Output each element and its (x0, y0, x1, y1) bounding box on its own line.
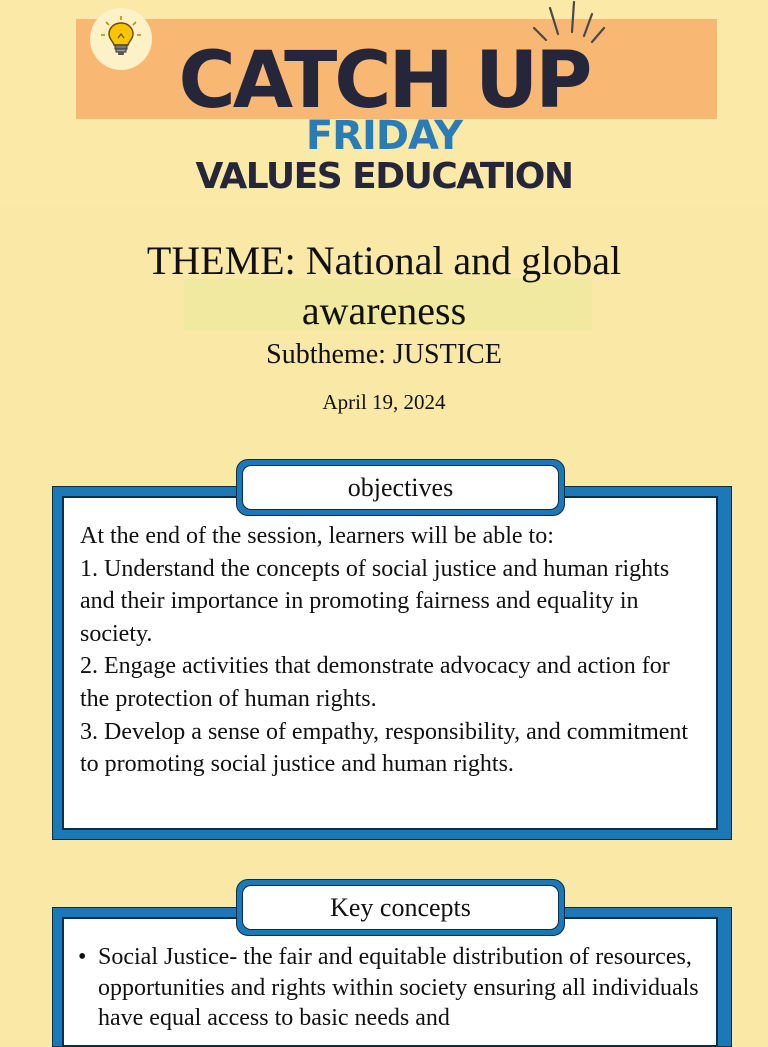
subtheme-label: Subtheme: JUSTICE (266, 339, 502, 370)
list-item (78, 942, 708, 1034)
objectives-text (80, 520, 700, 781)
objectives-intro: At the end of the session, learners will be able to: (80, 523, 554, 549)
key-concept-text: Social Justice- the fair and equitable distribution of resources, opportunities and rights within society ensuring all individuals have equal access to basic needs and (98, 944, 699, 1031)
objective-item: 1. Understand the concepts of social justice and human rights and their importance in promoting fairness and equality in society. (80, 555, 670, 647)
objective-item: 3. Develop a sense of empathy, responsibility, and commitment to promoting social justice and human rights. (80, 718, 689, 778)
values-education-label: VALUES EDUCATION (195, 156, 573, 197)
key-concepts-list (78, 942, 708, 1034)
friday-subtitle: FRIDAY (305, 113, 463, 159)
key-concepts-heading: Key concepts (242, 885, 559, 930)
session-date: April 19, 2024 (322, 390, 446, 414)
bullet-icon: • (78, 944, 87, 970)
theme-title: THEME: National and global awareness (146, 238, 622, 333)
catch-up-title: CATCH UP (178, 36, 590, 126)
key-concepts-tab (236, 879, 565, 936)
objective-item: 2. Engage activities that demonstrate advocacy and action for the protection of human rights. (80, 653, 670, 712)
objectives-heading: objectives (242, 465, 559, 510)
objectives-tab (236, 459, 565, 516)
